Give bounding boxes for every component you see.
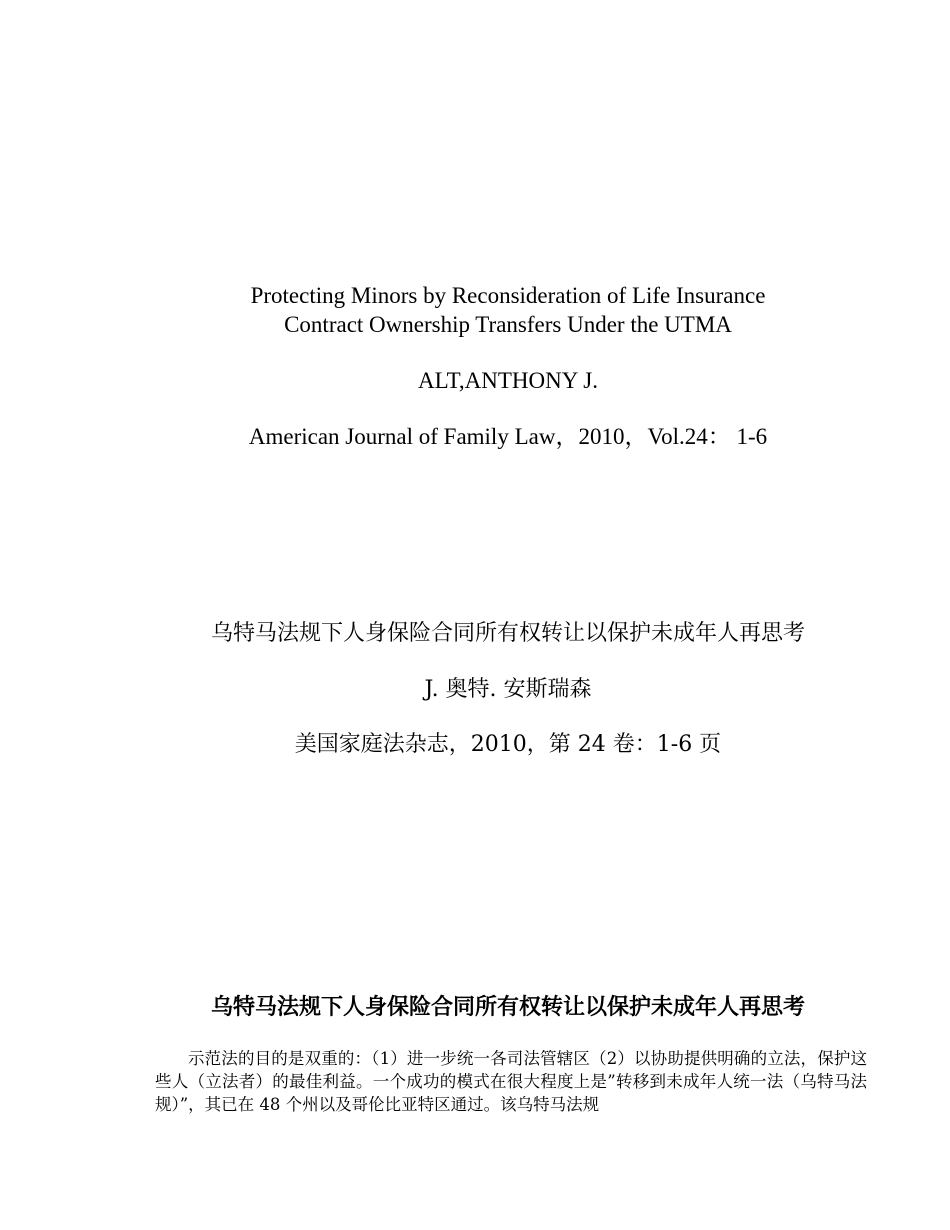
english-citation: American Journal of Family Law，2010，Vol.24： 1-6 <box>248 424 768 449</box>
chinese-title: 乌特马法规下人身保险合同所有权转让以保护未成年人再思考 <box>210 621 805 646</box>
english-author: ALT,ANTHONY J. <box>418 368 598 393</box>
english-title-line-2: Contract Ownership Transfers Under the UTMA <box>284 312 732 337</box>
english-title-line-1: Protecting Minors by Reconsideration of Life Insurance <box>250 283 766 308</box>
english-title <box>0 281 950 339</box>
body-paragraph: 示范法的目的是双重的：（1）进一步统一各司法管辖区（2）以协助提供明确的立法，保护这些人（立法者）的最佳利益。一个成功的模式在很大程度上是”转移到未成年人统一法（乌特马法规）”，其已在 48 个州以及哥伦比亚特区通过。该乌特马法规 <box>155 1049 867 1114</box>
chinese-citation: 美国家庭法杂志，2010，第 24 卷：1-6 页 <box>294 732 722 757</box>
body-heading: 乌特马法规下人身保险合同所有权转让以保护未成年人再思考 <box>210 995 805 1020</box>
chinese-author: J. 奥特. 安斯瑞森 <box>424 677 592 702</box>
